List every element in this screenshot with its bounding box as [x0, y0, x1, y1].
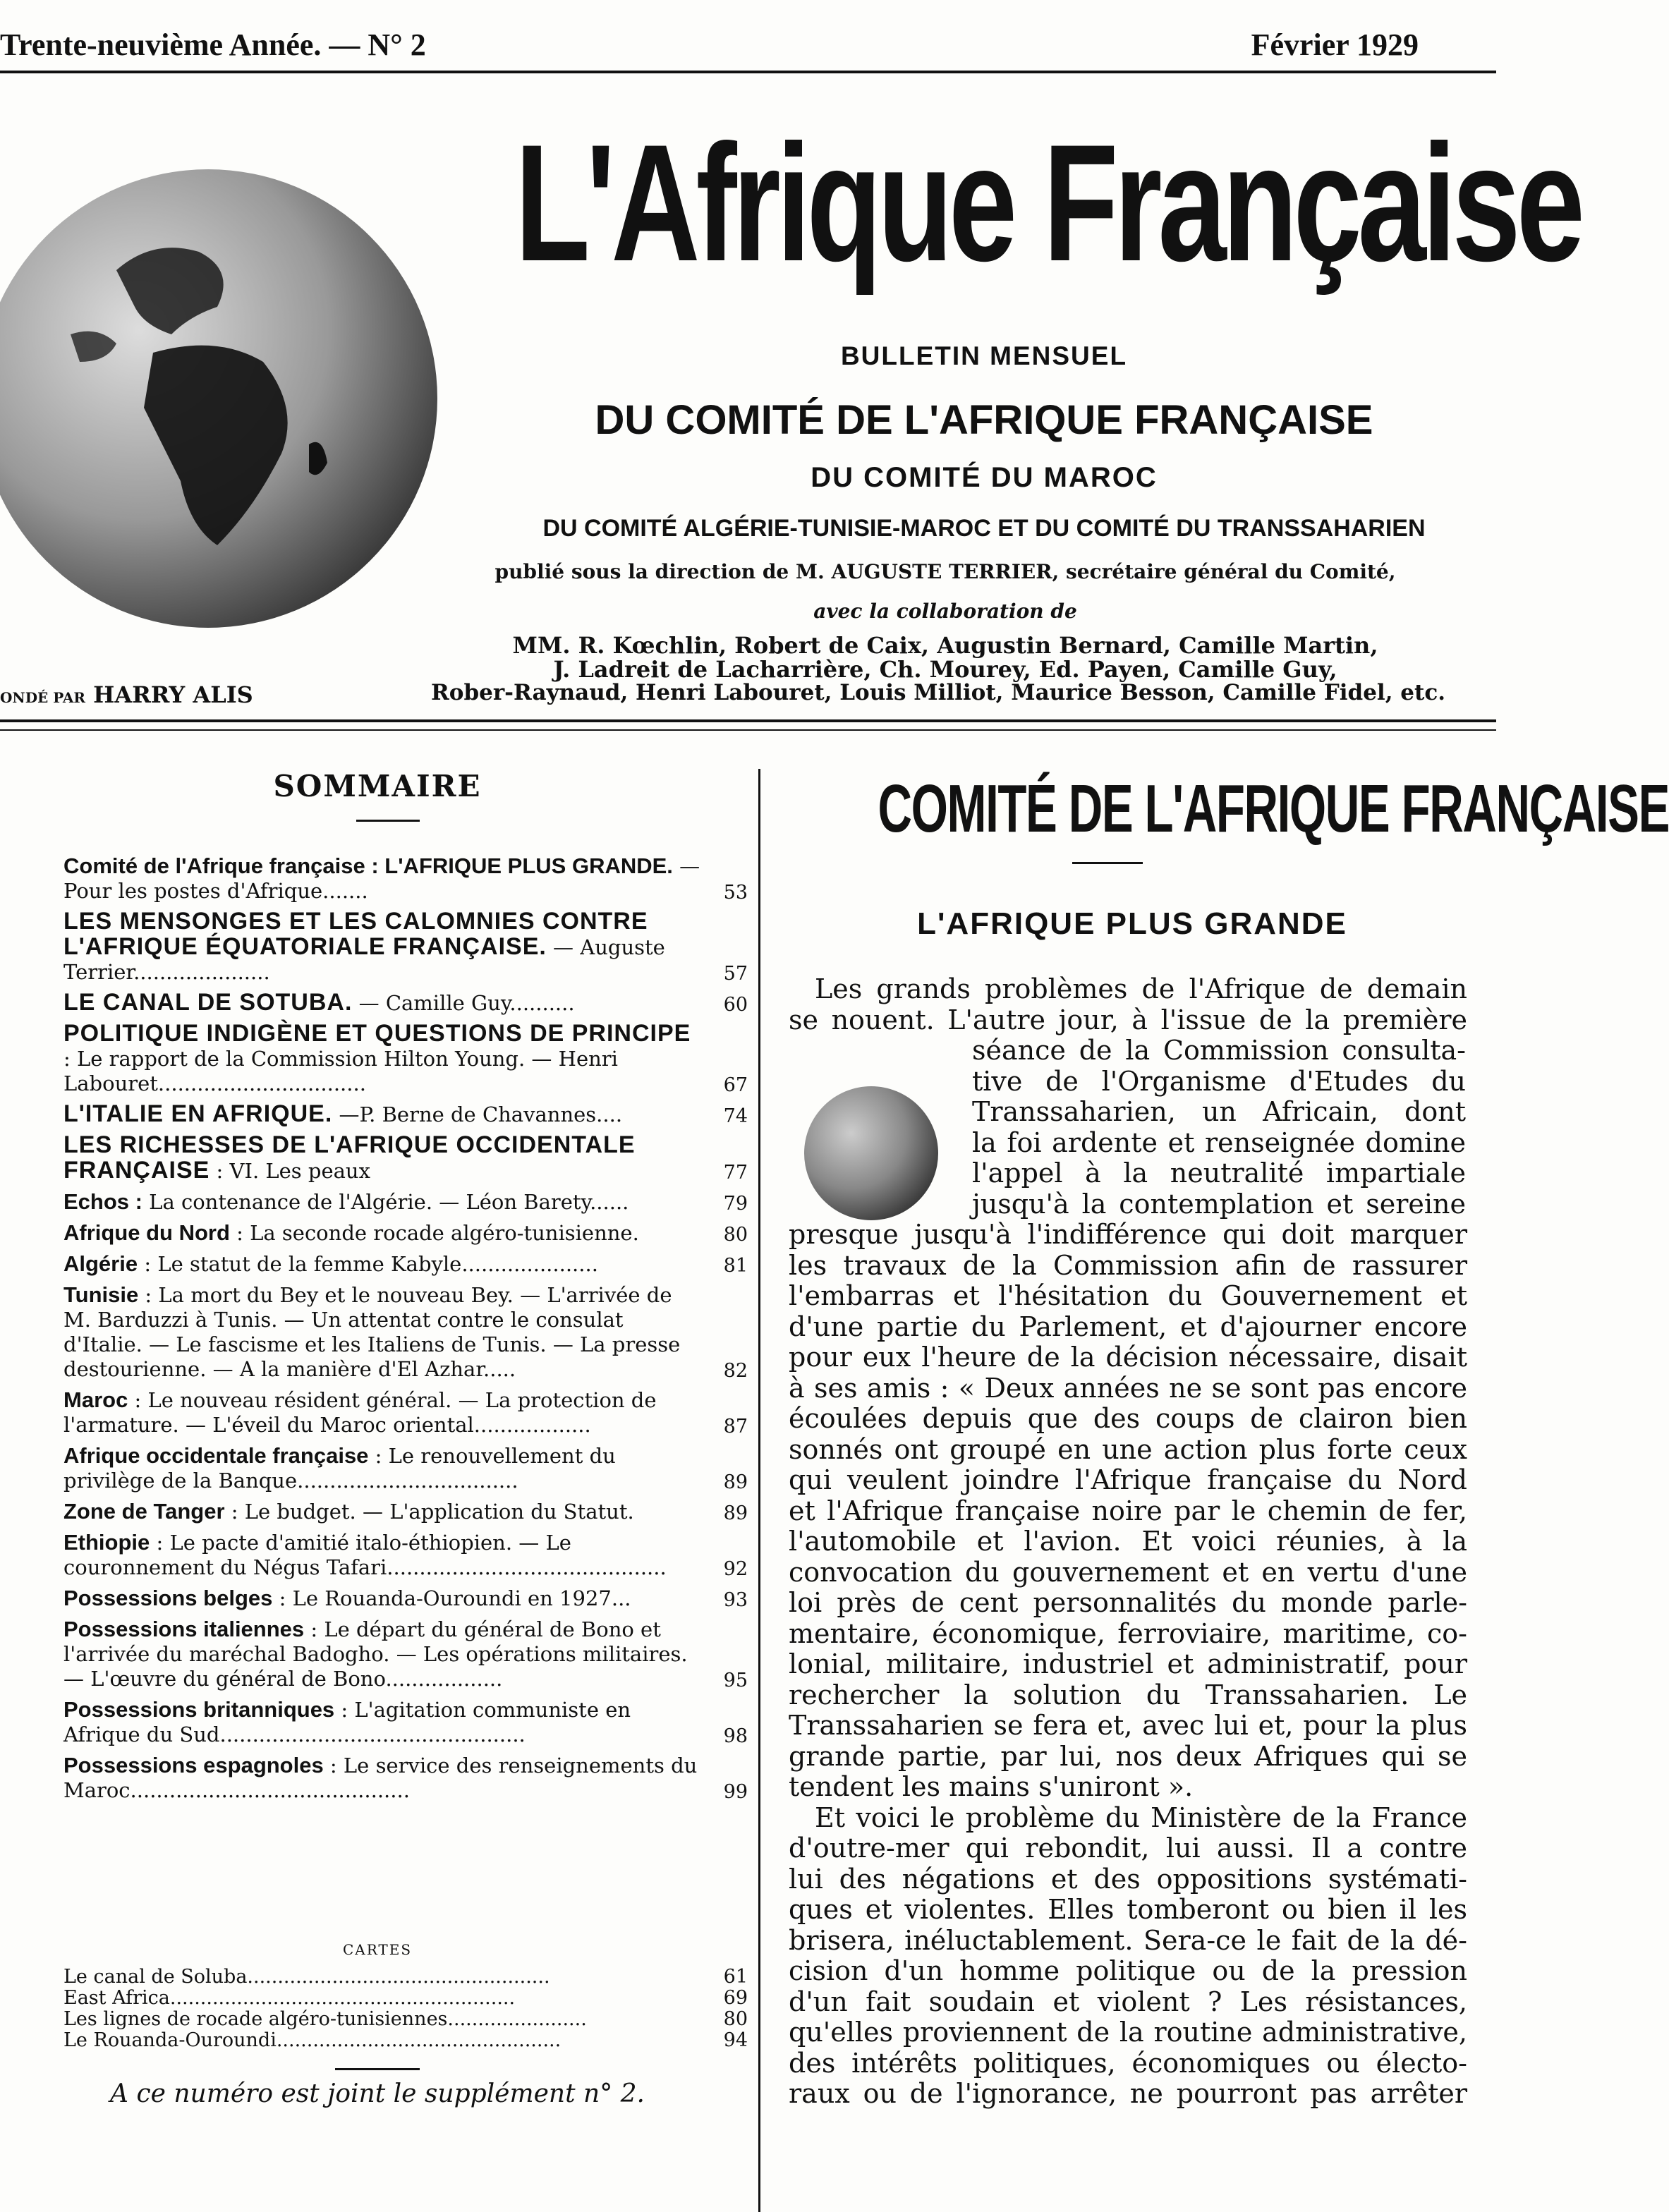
article-line: séance de la Commission consulta- [972, 1035, 1466, 1066]
supplement-note: A ce numéro est joint le supplément n° 2. [110, 2079, 645, 2108]
toc-entry-lead: Possessions belges [63, 1586, 273, 1610]
toc-entry[interactable] [63, 1387, 751, 1438]
cartes-title: CARTES [342, 1941, 413, 1958]
toc-entry-text: : La mort du Bey et le nouveau Bey. — L'arrivée de M. Barduzzi à Tunis. — Un attentat contre le consulat d'Italie. — Le fascisme et les Italiens de Tunis. — La presse destourienne. — A la manière d'El Azhar..... [63, 1283, 681, 1381]
carte-item[interactable] [63, 2009, 751, 2030]
toc-entry-lead: Possessions espagnoles [63, 1753, 324, 1778]
toc-entry[interactable] [63, 1220, 751, 1246]
toc-entry-text: : Le rapport de la Commission Hilton Young. — Henri Labouret................................ [63, 1047, 618, 1095]
section-title: COMITÉ DE L'AFRIQUE FRANÇAISE [878, 771, 1669, 846]
toc-entry[interactable] [63, 1530, 751, 1580]
toc-page: 57 [723, 963, 748, 985]
founder-credit [0, 681, 253, 708]
issue-date: Février 1929 [1251, 28, 1419, 62]
globe-continents-icon [0, 169, 437, 628]
committee-line-2: DU COMITÉ DU MAROC [811, 462, 1158, 493]
article-line: à ses amis : « Deux années ne se sont pas encore [789, 1372, 1467, 1404]
toc-entry-lead: Possessions italiennes [63, 1617, 305, 1641]
carte-item[interactable] [63, 2030, 751, 2051]
section-rule [1072, 862, 1143, 864]
toc-entry-text: : Le Rouanda-Ouroundi en 1927... [272, 1586, 631, 1610]
toc-page: 87 [723, 1416, 748, 1438]
toc-entry-text: : Le renouvellement du privilège de la Banque.................................. [63, 1444, 616, 1493]
toc-entry-lead: Zone de Tanger [63, 1499, 225, 1524]
carte-page: 80 [723, 2008, 748, 2030]
toc-entry-text: : La seconde rocade algéro-tunisienne. [229, 1221, 639, 1245]
toc-entry-lead: Ethiopie [63, 1530, 150, 1555]
sommaire-title: SOMMAIRE [273, 769, 482, 803]
article-line: d'une partie du Parlement, et d'ajourner encore [789, 1311, 1467, 1342]
article-line: cision d'un homme politique ou de la pression [789, 1955, 1467, 1986]
article-line: grande partie, par lui, nos deux Afriques qui se [789, 1740, 1467, 1772]
toc-entry-lead: Algérie [63, 1251, 138, 1276]
article-headline: L'AFRIQUE PLUS GRANDE [917, 906, 1347, 941]
toc-entry-lead: LES MENSONGES ET LES CALOMNIES CONTRE L'AFRIQUE ÉQUATORIALE FRANÇAISE. [63, 908, 648, 960]
carte-label: Les lignes de rocade algéro-tunisiennes....................... [63, 2008, 587, 2030]
toc-entry-text: : Le budget. — L'application du Statut. [224, 1500, 634, 1524]
carte-item[interactable] [63, 1967, 751, 1988]
toc-entry-lead: LE CANAL DE SOTUBA. [63, 989, 353, 1016]
article-line: raux ou de l'ignorance, ne pourront pas arrêter [789, 2078, 1467, 2109]
article-line: tive de l'Organisme d'Etudes du [972, 1065, 1466, 1097]
committee-line-1: DU COMITÉ DE L'AFRIQUE FRANÇAISE [595, 397, 1373, 443]
carte-page: 61 [723, 1966, 748, 1988]
toc-entry-lead: Comité de l'Afrique française : L'AFRIQUE PLUS GRANDE. [63, 853, 673, 878]
toc-page: 95 [723, 1670, 748, 1691]
toc-page: 79 [723, 1193, 748, 1215]
toc-entry[interactable] [63, 1586, 751, 1611]
article-line: Les grands problèmes de l'Afrique de demain [815, 973, 1467, 1004]
article-line: des intérêts politiques, économiques ou électo- [789, 2047, 1467, 2079]
toc-entry[interactable] [63, 1251, 751, 1277]
toc-page: 60 [723, 994, 748, 1016]
carte-item[interactable] [63, 1988, 751, 2009]
article-line: mentaire, économique, ferroviaire, maritime, co- [789, 1617, 1467, 1649]
article-line: la foi ardente et renseignée domine [972, 1126, 1466, 1158]
toc-page: 93 [723, 1589, 748, 1611]
globe-illustration [0, 169, 437, 628]
toc-entry-text: La contenance de l'Algérie. — Léon Barety...... [142, 1190, 629, 1214]
carte-label: East Africa......................................................... [63, 1987, 516, 2009]
toc-entry[interactable] [63, 1189, 751, 1215]
collaborators-line-3: Rober-Raynaud, Henri Labouret, Louis Milliot, Maurice Besson, Camille Fidel, etc. [431, 680, 1445, 705]
toc-entry[interactable] [63, 1697, 751, 1747]
collaborators-line-2: J. Ladreit de Lacharrière, Ch. Mourey, Ed. Payen, Camille Guy, [553, 656, 1337, 683]
toc-page: 89 [723, 1471, 748, 1493]
article-line: l'automobile et l'avion. Et voici réunies, à la [789, 1526, 1467, 1557]
article-line: lonial, militaire, industriel et administratif, pour [789, 1648, 1467, 1679]
top-rule [0, 71, 1496, 73]
toc-page: 89 [723, 1502, 748, 1524]
toc-entry-lead: Echos : [63, 1189, 142, 1214]
article-line: Transsaharien, un Africain, dont [972, 1096, 1466, 1127]
toc-entry-lead: LES RICHESSES DE L'AFRIQUE OCCIDENTALE FRANÇAISE [63, 1131, 636, 1184]
carte-page: 94 [723, 2029, 748, 2051]
bulletin-label: BULLETIN MENSUEL [840, 341, 1128, 370]
article-line: et l'Afrique française noire par le chemin de fer, [789, 1495, 1467, 1526]
toc-entry-text: — Pour les postes d'Afrique....... [63, 854, 700, 903]
article-line: l'appel à la neutralité impartiale [972, 1157, 1466, 1189]
toc-entry-text: : Le service des renseignements du Maroc........................................... [63, 1754, 698, 1802]
toc-entry[interactable] [63, 1617, 751, 1691]
article-line: lui des négations et des oppositions systémati- [789, 1863, 1467, 1895]
article-line: jusqu'à la contemplation et sereine [972, 1188, 1466, 1220]
article-line: ques et violentes. Elles tomberont ou bien il les [789, 1894, 1467, 1925]
toc-page: 82 [723, 1360, 748, 1382]
article-line: convocation du gouvernement et en vertu d'une [789, 1556, 1467, 1588]
toc-entry[interactable] [63, 990, 751, 1016]
toc-entry-text: —P. Berne de Chavannes.... [332, 1102, 623, 1126]
toc-page: 99 [723, 1781, 748, 1803]
sommaire-rule [356, 820, 420, 822]
masthead-title: L'Afrique Française [515, 110, 1581, 296]
toc-entry-text: : Le pacte d'amitié italo-éthiopien. — Le couronnement du Négus Tafari........................................... [63, 1531, 667, 1579]
toc-entry-text: : Le statut de la femme Kabyle..................... [138, 1252, 598, 1276]
founder-name: HARRY ALIS [93, 681, 253, 708]
toc-entry-text: : Le nouveau résident général. — La protection de l'armature. — L'éveil du Maroc oriental.................. [63, 1388, 657, 1437]
article-line: qu'elles proviennent de la routine administrative, [789, 2017, 1467, 2048]
collaboration-line: avec la collaboration de [813, 600, 1077, 623]
toc-page: 80 [723, 1224, 748, 1246]
toc-entry[interactable] [63, 1133, 751, 1184]
article-line: sonnés ont groupé en une action plus forte ceux [789, 1433, 1467, 1465]
article-line: rechercher la solution du Transsaharien. Le [789, 1679, 1467, 1710]
article-line: Transsaharien se fera et, avec lui et, pour la plus [789, 1710, 1467, 1741]
cartes-list [63, 1967, 751, 2051]
toc-entry-text: — Camille Guy.......... [352, 991, 575, 1015]
toc-entry-lead: Possessions britanniques [63, 1697, 335, 1722]
toc-entry[interactable] [63, 1021, 751, 1096]
toc-entry-lead: POLITIQUE INDIGÈNE ET QUESTIONS DE PRINCIPE [63, 1020, 691, 1047]
toc-entry-lead: Afrique du Nord [63, 1220, 230, 1245]
toc-page: 74 [723, 1105, 748, 1127]
toc-entry[interactable] [63, 1282, 751, 1382]
toc-page: 98 [723, 1725, 748, 1747]
article-line: brisera, inéluctablement. Sera-ce le fait de la dé- [789, 1924, 1467, 1956]
cartes-rule [335, 2068, 420, 2070]
article-line: qui veulent joindre l'Afrique française du Nord [789, 1464, 1467, 1495]
carte-label: Le Rouanda-Ouroundi............................................... [63, 2029, 562, 2051]
collaborators-line-1: MM. R. Kœchlin, Robert de Caix, Augustin Bernard, Camille Martin, [512, 632, 1378, 659]
article-line: les travaux de la Commission afin de rassurer [789, 1249, 1467, 1281]
toc-entry-lead: L'ITALIE EN AFRIQUE. [63, 1100, 333, 1127]
article-line: pour eux l'heure de la décision nécessaire, disait [789, 1342, 1467, 1373]
article-line: d'outre-mer qui rebondit, lui aussi. Il a contre [789, 1833, 1467, 1864]
globe-icon [804, 1086, 938, 1220]
direction-line: publié sous la direction de M. AUGUSTE TERRIER, secrétaire général du Comité, [494, 560, 1396, 583]
article-line: l'embarras et l'hésitation du Gouvernement et [789, 1280, 1467, 1311]
article-line: presque jusqu'à l'indifférence qui doit marquer [789, 1219, 1467, 1250]
toc-entry-lead: Afrique occidentale française [63, 1443, 369, 1468]
toc-entry-text: : VI. Les peaux [210, 1159, 370, 1183]
toc-entry[interactable] [63, 853, 751, 904]
article-line: écoulées depuis que des coups de clairon bien [789, 1403, 1467, 1434]
committee-line-3: DU COMITÉ ALGÉRIE-TUNISIE-MAROC ET DU COMITÉ DU TRANSSAHARIEN [542, 515, 1426, 542]
article-line: d'un fait soudain et violent ? Les résistances, [789, 1986, 1467, 2017]
article-line: tendent les mains s'uniront ». [789, 1771, 1194, 1802]
toc-entry-text: : L'agitation communiste en Afrique du Sud............................................... [63, 1698, 631, 1746]
toc-entry-text: : Le départ du général de Bono et l'arrivée du maréchal Badogho. — Les opérations militaires. — L'œuvre du général de Bono.................. [63, 1617, 688, 1691]
header-rule-thin [0, 729, 1496, 731]
column-divider [758, 769, 760, 2212]
carte-label: Le canal de Soluba.................................................. [63, 1966, 550, 1988]
toc-entry-text: — Auguste Terrier..................... [63, 935, 665, 984]
toc-page: 77 [723, 1162, 748, 1184]
article-line: Et voici le problème du Ministère de la France [815, 1801, 1467, 1833]
toc-entry[interactable] [63, 1499, 751, 1524]
toc-entry-lead: Maroc [63, 1387, 128, 1412]
founder-prefix: ONDÉ PAR [0, 689, 85, 706]
toc-page: 92 [723, 1558, 748, 1580]
toc-entry-lead: Tunisie [63, 1282, 139, 1307]
toc-page: 67 [723, 1074, 748, 1096]
year-issue: Trente-neuvième Année. — N° 2 [0, 28, 426, 62]
article-line: se nouent. L'autre jour, à l'issue de la première [789, 1004, 1467, 1035]
article-line: loi près de cent personnalités du monde parle- [789, 1587, 1467, 1618]
carte-page: 69 [723, 1987, 748, 2009]
toc-entry[interactable] [63, 909, 751, 985]
toc-entry[interactable] [63, 1753, 751, 1803]
toc-page: 81 [723, 1255, 748, 1277]
header-rule [0, 719, 1496, 722]
table-of-contents [63, 853, 751, 1809]
toc-entry[interactable] [63, 1102, 751, 1127]
toc-entry[interactable] [63, 1443, 751, 1493]
toc-page: 53 [723, 882, 748, 904]
